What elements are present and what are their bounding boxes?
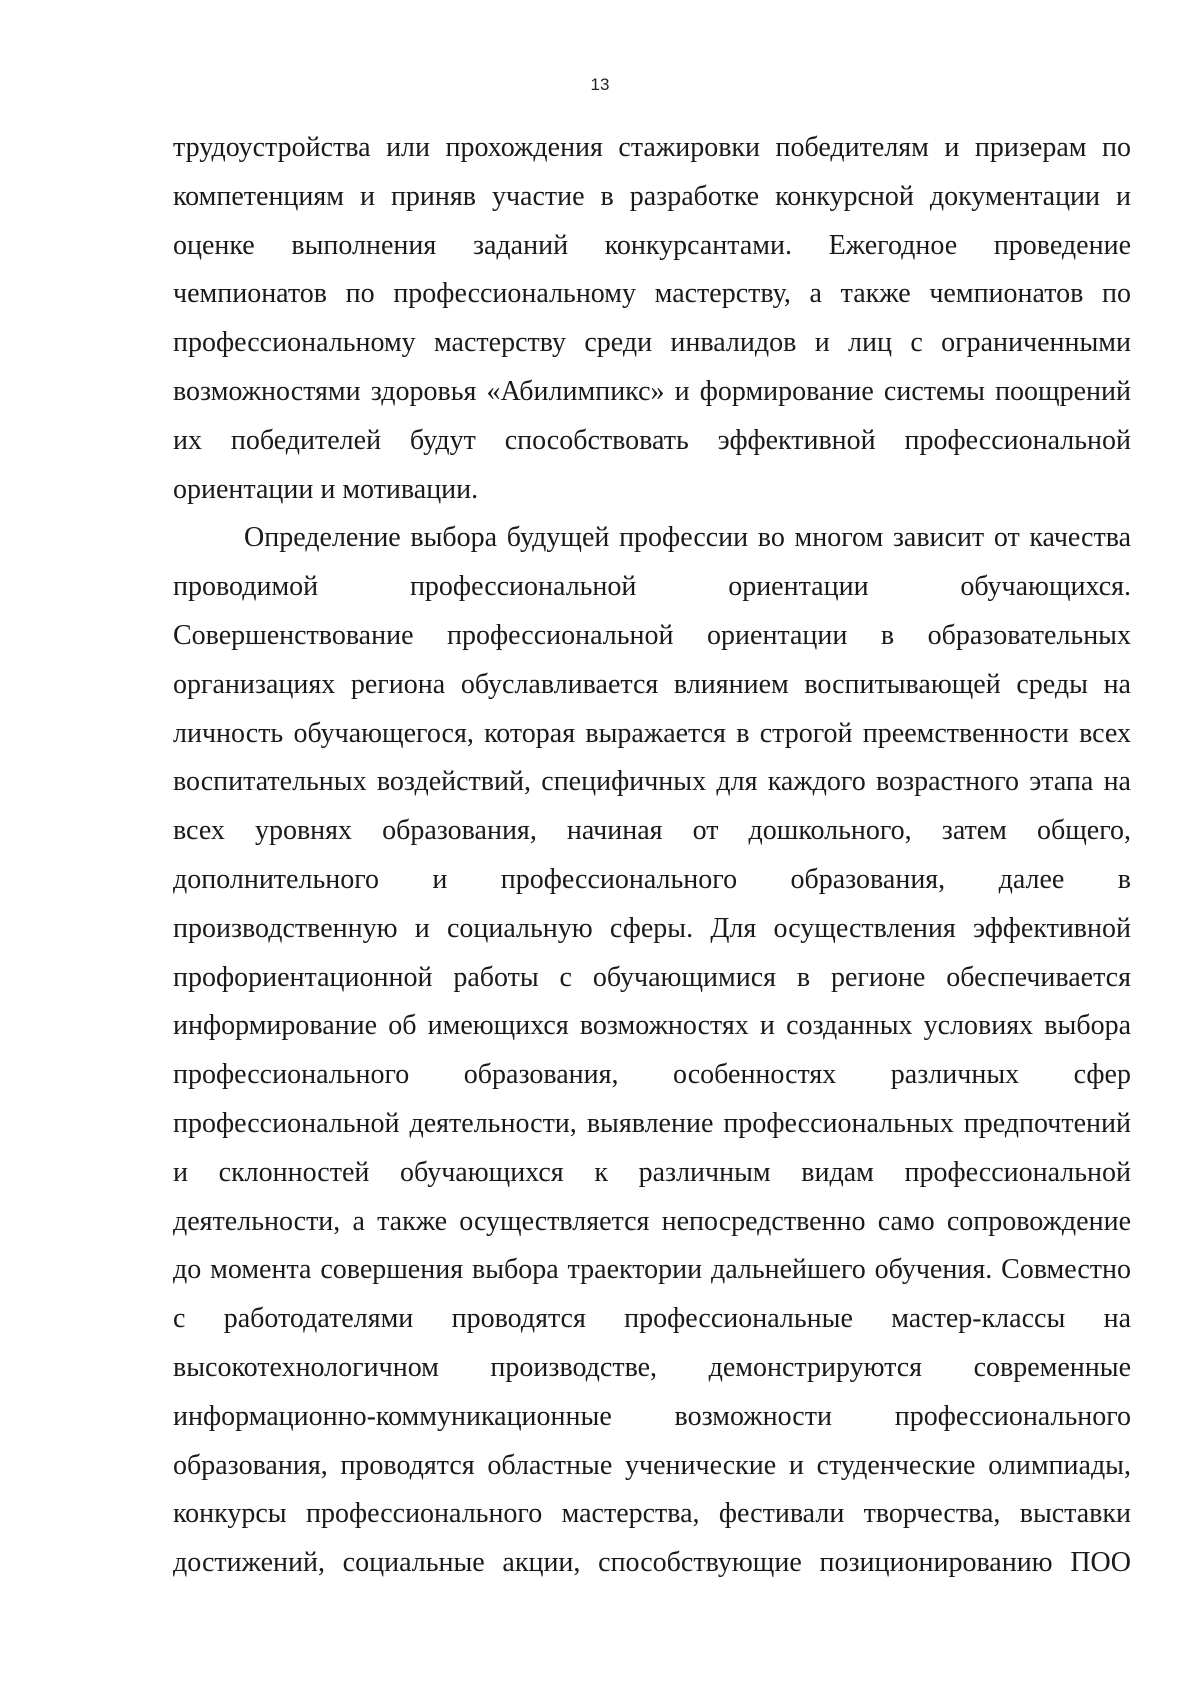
text-line: всех уровнях образования, начиная от дошкольного, затем общего,: [173, 815, 1131, 847]
text-line: воспитательных воздействий, специфичных для каждого возрастного этапа на: [173, 766, 1131, 798]
text-line: ориентации и мотивации.: [173, 473, 479, 505]
page-number: 13: [590, 75, 610, 94]
text-line: до момента совершения выбора траектории дальнейшего обучения. Совместно: [173, 1254, 1131, 1286]
text-line: оценке выполнения заданий конкурсантами. Ежегодное проведение: [173, 229, 1131, 261]
text-line: возможностями здоровья «Абилимпикс» и формирование системы поощрений: [173, 375, 1131, 407]
paragraph-1: [173, 124, 1131, 514]
text-line: организациях региона обуславливается влиянием воспитывающей среды на: [173, 668, 1131, 700]
text-line: информирование об имеющихся возможностях и созданных условиях выбора: [173, 1010, 1131, 1042]
text-line: и склонностей обучающихся к различным видам профессиональной: [173, 1156, 1131, 1188]
text-line: образования, проводятся областные ученические и студенческие олимпиады,: [173, 1449, 1131, 1481]
document-body: [173, 124, 1131, 1588]
text-line: производственную и социальную сферы. Для осуществления эффективной: [173, 912, 1131, 944]
text-line: высокотехнологичном производстве, демонстрируются современные: [173, 1351, 1131, 1383]
text-line: Совершенствование профессиональной ориентации в образовательных: [173, 619, 1131, 651]
text-line: Определение выбора будущей профессии во многом зависит от качества: [244, 522, 1131, 554]
text-line: достижений, социальные акции, способствующие позиционированию ПОО: [173, 1547, 1131, 1579]
paragraph-2: [173, 514, 1131, 1588]
text-line: их победителей будут способствовать эффективной профессиональной: [173, 424, 1131, 456]
text-line: профессиональной деятельности, выявление профессиональных предпочтений: [173, 1107, 1131, 1139]
text-line: профориентационной работы с обучающимися в регионе обеспечивается: [173, 961, 1131, 993]
text-line: трудоустройства или прохождения стажировки победителям и призерам по: [173, 132, 1131, 163]
text-line: профессионального образования, особенностях различных сфер: [173, 1059, 1131, 1091]
text-line: дополнительного и профессионального образования, далее в: [173, 863, 1131, 895]
text-line: проводимой профессиональной ориентации обучающихся.: [173, 571, 1131, 603]
text-line: личность обучающегося, которая выражается в строгой преемственности всех: [173, 717, 1131, 749]
text-line: с работодателями проводятся профессиональные мастер-классы на: [173, 1303, 1131, 1335]
text-line: чемпионатов по профессиональному мастерству, а также чемпионатов по: [173, 278, 1131, 310]
text-line: компетенциям и приняв участие в разработке конкурсной документации и: [173, 180, 1131, 212]
text-line: информационно-коммуникационные возможности профессионального: [173, 1400, 1131, 1432]
text-line: деятельности, а также осуществляется непосредственно само сопровождение: [173, 1205, 1131, 1237]
text-line: профессиональному мастерству среди инвалидов и лиц с ограниченными: [173, 327, 1131, 359]
text-line: конкурсы профессионального мастерства, фестивали творчества, выставки: [173, 1498, 1131, 1530]
